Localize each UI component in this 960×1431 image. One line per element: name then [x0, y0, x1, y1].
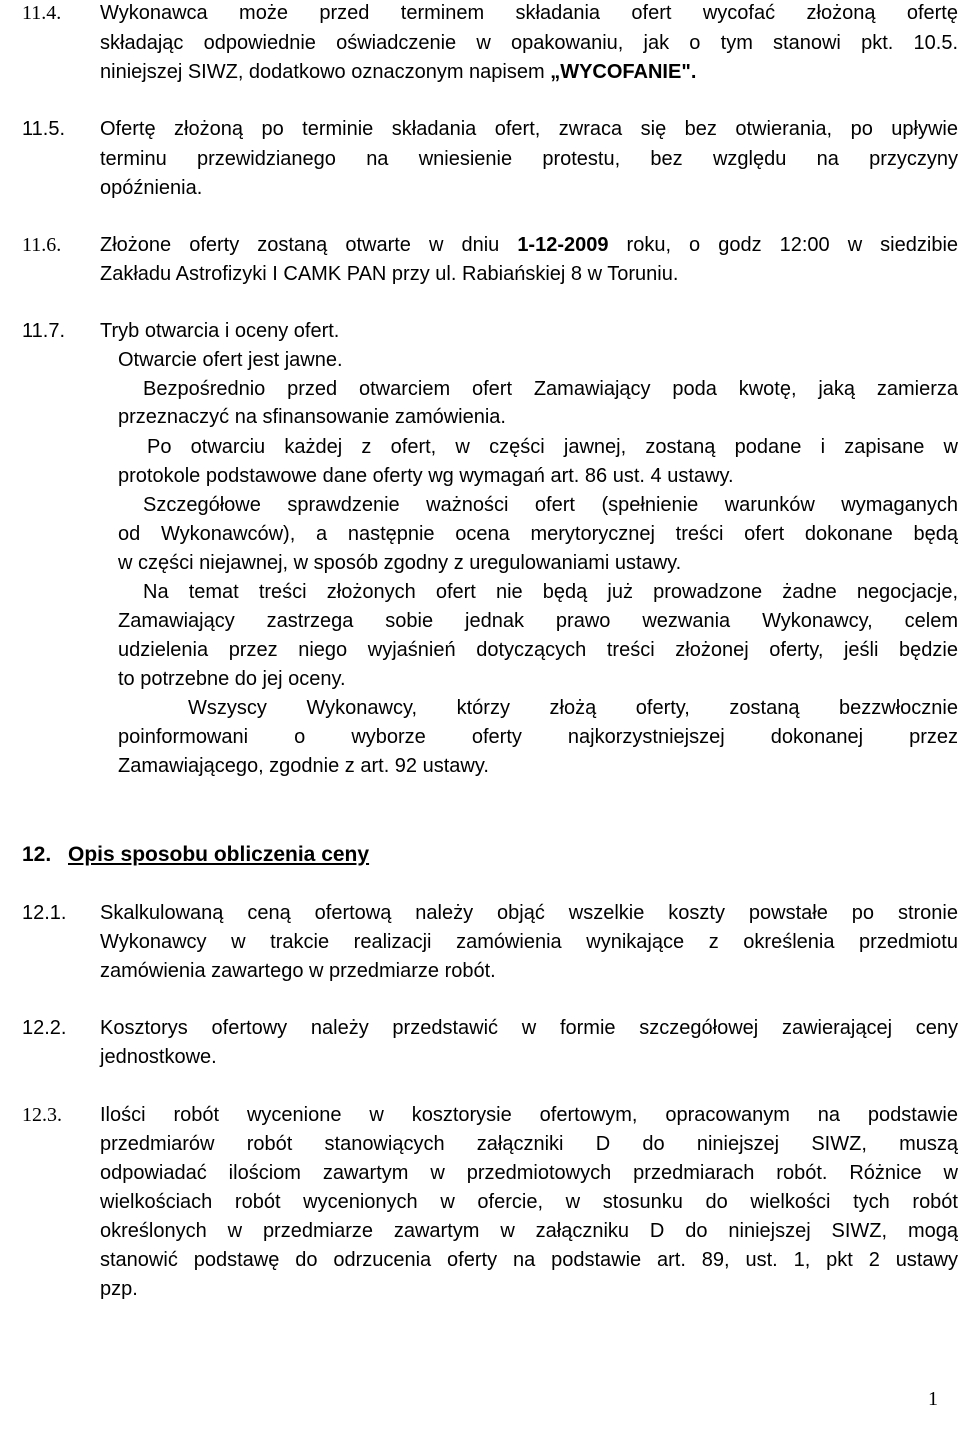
paragraph-text: Kosztorys ofertowy należy przedstawić w formie szczegółowej zawierającej ceny — [100, 1017, 958, 1039]
paragraph-text: Szczegółowe sprawdzenie ważności ofert (spełnienie warunków wymaganych — [143, 494, 958, 516]
paragraph-text: Skalkulowaną ceną ofertową należy objąć wszelkie koszty powstałe po stronie — [100, 902, 958, 924]
paragraph-text-suffix: roku, o godz 12:00 w siedzibie — [608, 234, 959, 256]
section-12-3-line-3 — [0, 1158, 960, 1188]
paragraph-text: przedmiarów robót stanowiących załączniki D do niniejszej SIWZ, muszą — [100, 1133, 958, 1155]
section-11-5-line-2 — [0, 144, 960, 174]
paragraph-text: Wykonawcy w trakcie realizacji zamówienia wynikające z określenia przedmiotu — [100, 931, 958, 953]
section-12-heading — [0, 840, 960, 870]
paragraph-text: Wykonawca może przed terminem składania ofert wycofać złożoną ofertę — [100, 2, 958, 24]
section-number: 11.5. — [22, 118, 65, 140]
section-title: Tryb otwarcia i oceny ofert. — [100, 320, 340, 342]
paragraph-text: Zakładu Astrofizyki I CAMK PAN przy ul. Rabiańskiej 8 w Toruniu. — [100, 263, 679, 285]
paragraph-text: Bezpośrednio przed otwarciem ofert Zamawiający poda kwotę, jaką zamierza — [143, 378, 958, 400]
paragraph-text: od Wykonawców), a następnie ocena merytorycznej treści ofert dokonane będą — [118, 523, 958, 545]
paragraph-text: w części niejawnej, w sposób zgodny z uregulowaniami ustawy. — [118, 552, 682, 574]
section-number: 12. — [22, 843, 52, 866]
paragraph-text: opóźnienia. — [100, 177, 203, 199]
paragraph-text: udzielenia przez niego wyjaśnień dotyczących treści złożonej oferty, jeśli będzie — [118, 639, 958, 661]
paragraph-text: protokole podstawowe dane oferty wg wymagań art. 86 ust. 4 ustawy. — [118, 465, 734, 487]
paragraph-text: zamówienia zawartego w przedmiarze robót. — [100, 960, 496, 982]
section-12-1-line-3 — [0, 956, 960, 986]
paragraph-text: Wszyscy Wykonawcy, którzy złożą oferty, zostaną bezzwłocznie — [188, 697, 958, 719]
paragraph-text: wielkościach robót wycenionych w ofercie, w stosunku do wielkości tych robót — [100, 1191, 958, 1213]
section-11-7-p4-line-2 — [0, 519, 960, 549]
section-12-1-line-2 — [0, 927, 960, 957]
section-number: 11.7. — [22, 320, 65, 342]
section-11-7-p5-line-4 — [0, 664, 960, 694]
paragraph-text: terminu przewidzianego na wniesienie protestu, bez względu na przyczyny — [100, 148, 958, 170]
page-number: 1 — [928, 1388, 938, 1410]
section-11-7-title-line — [0, 316, 960, 346]
section-11-7-p1 — [0, 345, 960, 375]
paragraph-text-prefix: niniejszej SIWZ, dodatkowo oznaczonym napisem — [100, 61, 551, 83]
paragraph-text: Ilości robót wycenione w kosztorysie ofertowym, opracowanym na podstawie — [100, 1104, 958, 1126]
paragraph-text: przeznaczyć na sfinansowanie zamówienia. — [118, 406, 506, 428]
section-11-7-p4-line-1 — [0, 490, 960, 520]
section-11-7-p5-line-1 — [0, 577, 960, 607]
section-number: 12.3. — [22, 1104, 62, 1126]
section-heading: Opis sposobu obliczenia ceny — [68, 843, 370, 866]
section-11-7-p6-line-2 — [0, 722, 960, 752]
paragraph-text-prefix: Złożone oferty zostaną otwarte w dniu — [100, 234, 518, 256]
paragraph-text: to potrzebne do jej oceny. — [118, 668, 346, 690]
section-12-3-line-7 — [0, 1274, 960, 1304]
section-11-6-line-2 — [0, 259, 960, 289]
section-number: 12.2. — [22, 1017, 67, 1039]
section-11-5-line-3 — [0, 173, 960, 203]
section-11-7-p2-line-2 — [0, 402, 960, 432]
section-12-3-line-6 — [0, 1245, 960, 1275]
section-number: 11.4. — [22, 2, 62, 24]
paragraph-text: Otwarcie ofert jest jawne. — [118, 349, 343, 371]
section-11-6-line-1 — [0, 230, 960, 260]
section-11-7-p6-line-1 — [0, 693, 960, 723]
section-12-3-line-5 — [0, 1216, 960, 1246]
section-11-5-line-1 — [0, 114, 960, 144]
paragraph-text: Na temat treści złożonych ofert nie będą już prowadzone żadne negocjacje, — [143, 581, 958, 603]
section-12-3-line-1 — [0, 1100, 960, 1130]
paragraph-text: jednostkowe. — [100, 1046, 217, 1068]
section-12-2-line-2 — [0, 1042, 960, 1072]
section-11-7-p6-line-3 — [0, 751, 960, 781]
section-11-7-p3-line-2 — [0, 461, 960, 491]
paragraph-text: Zamawiającego, zgodnie z art. 92 ustawy. — [118, 755, 489, 777]
section-number: 11.6. — [22, 234, 62, 256]
section-11-4-line-3 — [0, 57, 960, 87]
section-11-7-p2-line-1 — [0, 374, 960, 404]
paragraph-text: składając odpowiednie oświadczenie w opakowaniu, jak o tym stanowi pkt. 10.5. — [100, 32, 958, 54]
section-11-4-line-2 — [0, 28, 960, 58]
paragraph-text: Ofertę złożoną po terminie składania ofert, zwraca się bez otwierania, po upływie — [100, 118, 958, 140]
paragraph-text — [100, 230, 958, 260]
section-11-7-p5-line-3 — [0, 635, 960, 665]
paragraph-text: Po otwarciu każdej z ofert, w części jawnej, zostaną podane i zapisane w — [147, 436, 958, 458]
section-12-2-line-1 — [0, 1013, 960, 1043]
paragraph-text: stanowić podstawę do odrzucenia oferty na podstawie art. 89, ust. 1, pkt 2 ustawy — [100, 1249, 958, 1271]
section-12-1-line-1 — [0, 898, 960, 928]
paragraph-text — [100, 57, 958, 87]
section-12-3-line-4 — [0, 1187, 960, 1217]
section-12-3-line-2 — [0, 1129, 960, 1159]
paragraph-text: pzp. — [100, 1278, 138, 1300]
section-11-7-p4-line-3 — [0, 548, 960, 578]
paragraph-text: Zamawiający zastrzega sobie jednak prawo wezwania Wykonawcy, celem — [118, 610, 958, 632]
section-number: 12.1. — [22, 902, 67, 924]
section-11-4-line-1 — [0, 0, 960, 28]
section-11-7-p5-line-2 — [0, 606, 960, 636]
paragraph-text: określonych w przedmiarze zawartym w załączniku D do niniejszej SIWZ, mogą — [100, 1220, 958, 1242]
opening-date: 1-12-2009 — [517, 234, 609, 256]
withdrawal-label: „WYCOFANIE". — [550, 61, 697, 83]
paragraph-text: poinformowani o wyborze oferty najkorzystniejszej dokonanej przez — [118, 726, 958, 748]
paragraph-text: odpowiadać ilościom zawartym w przedmiotowych przedmiarach robót. Różnice w — [100, 1162, 958, 1184]
section-11-7-p3-line-1 — [0, 432, 960, 462]
